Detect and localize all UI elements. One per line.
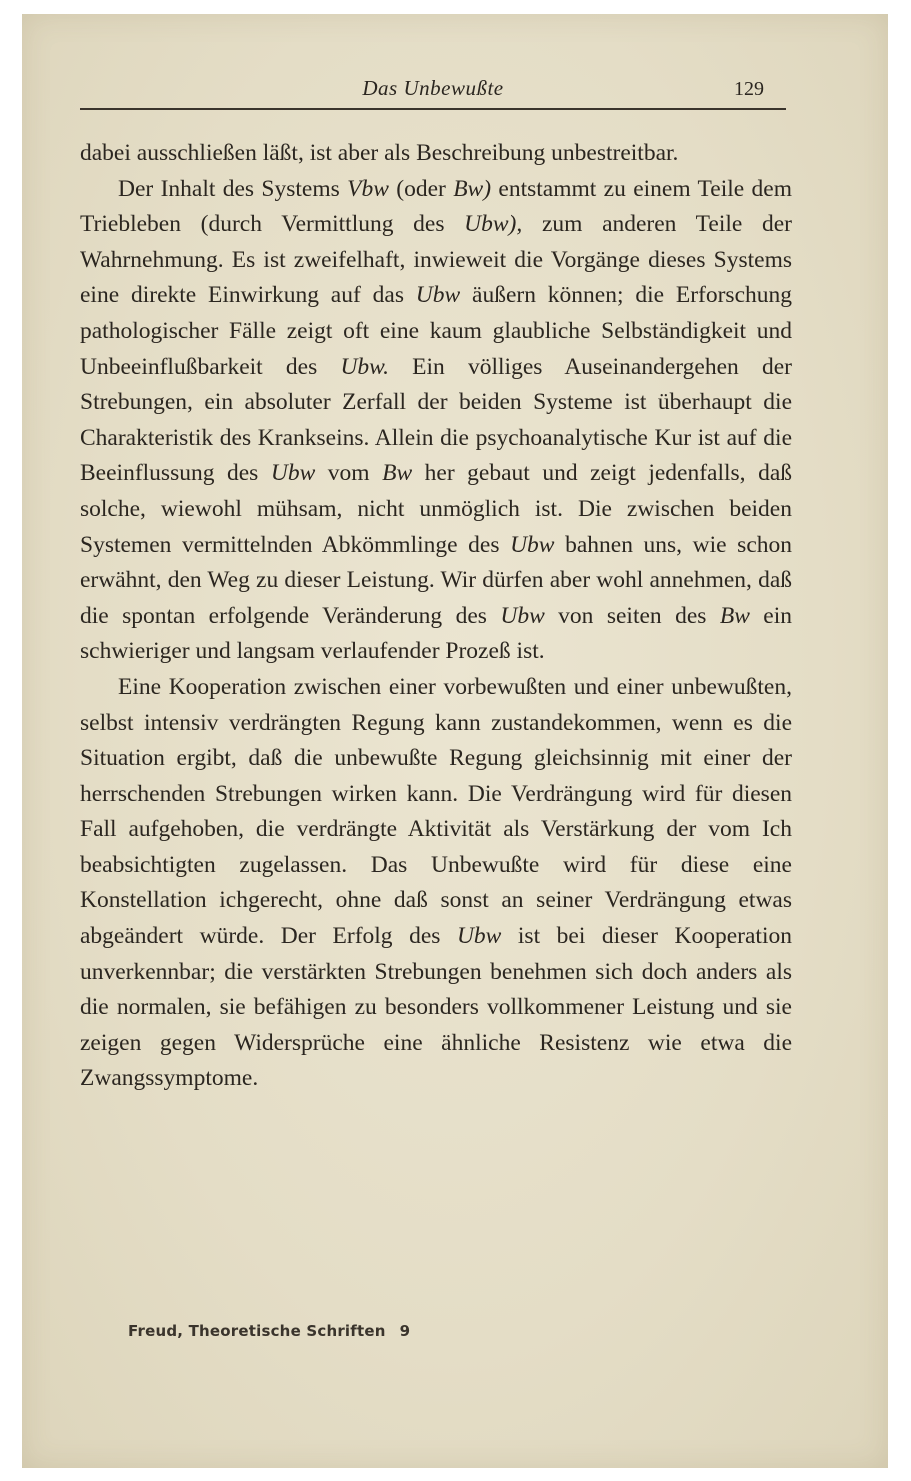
- italic-term: Bw): [453, 175, 492, 202]
- text-run: äußern können; die Erforschung pathologischer Fälle zeigt oft eine kaum glaubliche Selbständigkeit und Unbeeinflußbarkeit des: [80, 282, 793, 380]
- italic-term: Ubw: [456, 923, 502, 950]
- footer-signature-mark: 9: [399, 1322, 411, 1340]
- paragraph: [80, 172, 792, 670]
- italic-term: Ubw.: [340, 353, 389, 380]
- text-run: zum anderen Teile der Wahrnehmung. Es ist zweifelhaft, inwieweit die Vorgänge dieses Systems eine direkte Einwirkung auf das: [80, 211, 792, 309]
- paragraph: [80, 136, 792, 172]
- italic-term: Ubw: [415, 282, 461, 309]
- text-run: dabei ausschließen läßt, ist aber als Beschreibung unbestreitbar.: [80, 140, 679, 166]
- italic-term: Ubw),: [464, 211, 523, 238]
- italic-term: Bw: [719, 602, 750, 629]
- text-run: Eine Kooperation zwischen einer vorbewußten und einer unbewußten, selbst intensiv verdrängten Regung kann zustandekommen, wenn es die Situation ergibt, daß die unbewußte Regung gleichsinnig mit einer der herrschenden Strebungen wirken kann. Die Verdrängung wird für diesen Fall aufgehoben, die verdrängte Aktivität als Verstärkung der vom Ich beabsichtigten zugelassen. Das Unbewußte wird für diese eine Konstellation ichgerecht, ohne daß sonst an seiner Verdrängung etwas abgeändert würde. Der Erfolg des: [80, 673, 792, 950]
- italic-term: Vbw: [347, 175, 389, 202]
- italic-term: Ubw: [510, 531, 555, 558]
- text-run: bahnen uns, wie schon erwähnt, den Weg zu dieser Leistung. Wir dürfen aber wohl annehmen, daß die spontan erfolgende Veränderung des: [80, 531, 792, 629]
- text-run: vom: [315, 460, 383, 487]
- text-run: Ein völliges Auseinandergehen der Strebungen, ein absoluter Zerfall der beiden Systeme ist überhaupt die Charakteristik des Krankseins. Allein die psychoanalytische Kur ist auf die Beeinflussung des: [80, 353, 792, 487]
- text-run: entstammt zu einem Teile dem Triebleben (durch Vermittlung des: [80, 175, 792, 238]
- paragraph: [80, 670, 792, 1097]
- italic-term: Ubw: [500, 602, 545, 629]
- italic-term: Bw: [382, 460, 413, 487]
- running-head: [80, 74, 786, 110]
- running-head-title: Das Unbewußte: [362, 76, 504, 100]
- text-run: ein schwieriger und langsam verlaufender Prozeß ist.: [80, 602, 793, 665]
- page-number: 129: [734, 78, 764, 100]
- text-run: Der Inhalt des Systems: [118, 175, 348, 202]
- text-run: ist bei dieser Kooperation unverkennbar; die verstärkten Strebungen benehmen sich doch anders als die normalen, sie befähigen zu besonders vollkommener Leistung und sie zeigen gegen Widersprüche eine ähnliche Resistenz wie etwa die Zwangssymptome.: [80, 923, 792, 1092]
- text-run: her gebaut und zeigt jedenfalls, daß solche, wiewohl mühsam, nicht unmöglich ist. Die zwischen beiden Systemen vermittelnden Abkömmlinge des: [80, 460, 792, 558]
- text-run: von seiten des: [544, 602, 720, 629]
- footer-signature-line: [128, 1322, 410, 1340]
- text-run: (oder: [388, 175, 454, 202]
- footer-source: Freud, Theoretische Schriften: [128, 1322, 386, 1340]
- italic-term: Ubw: [270, 460, 316, 487]
- book-page: [80, 74, 792, 1097]
- body-text: [80, 136, 792, 1097]
